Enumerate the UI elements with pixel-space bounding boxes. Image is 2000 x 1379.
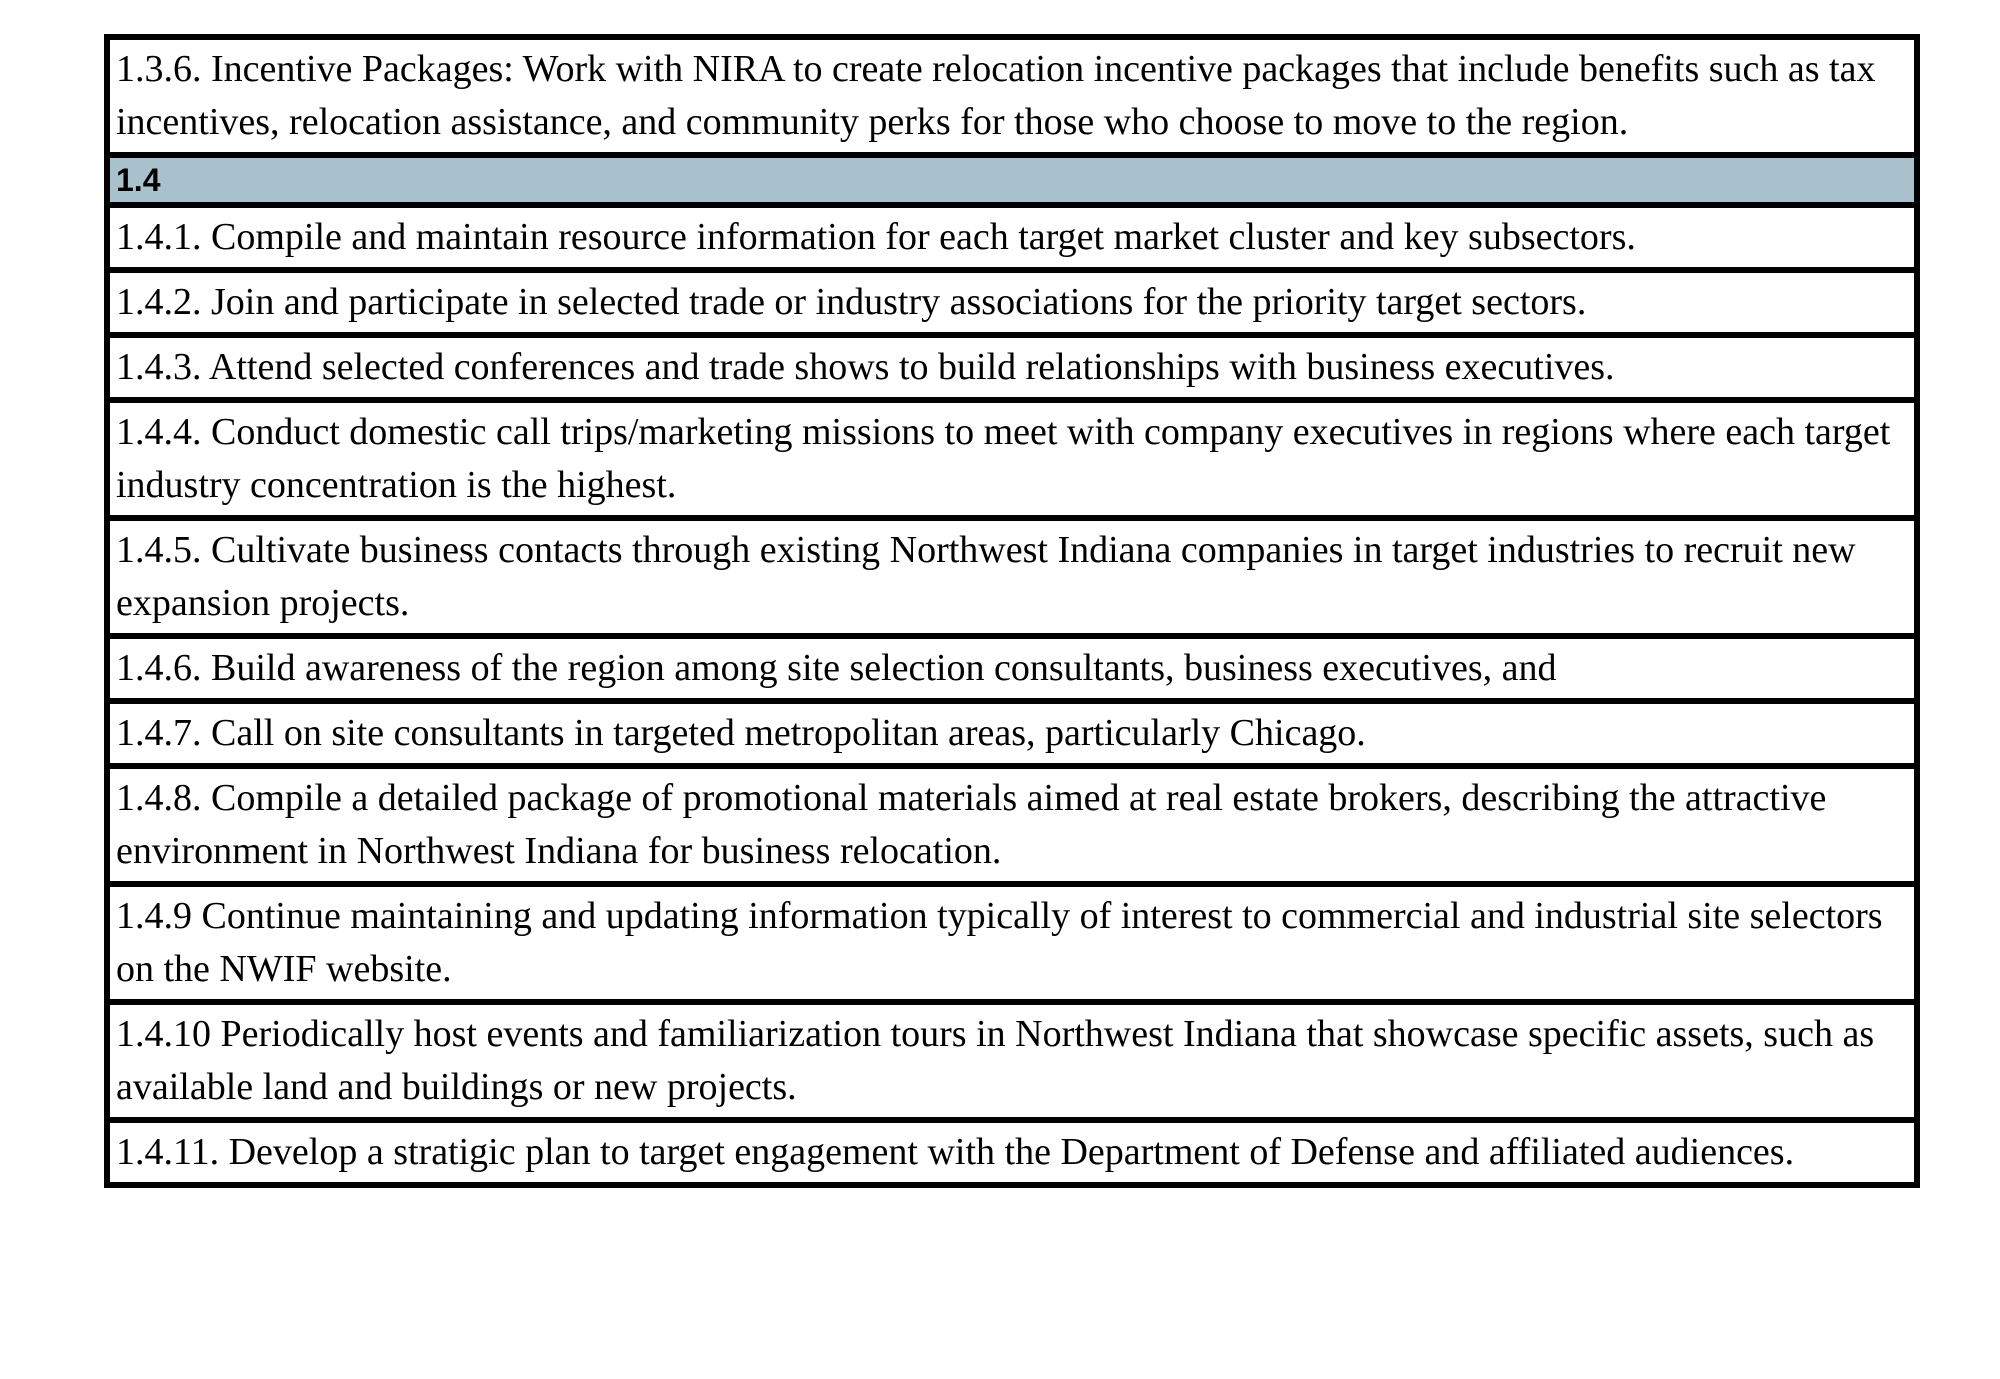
table-row: 1.4.5. Cultivate business contacts through existing Northwest Indiana companies in target industries to recruit new expansion projects. xyxy=(110,515,1914,633)
table-row: 1.4.6. Build awareness of the region among site selection consultants, business executives, and xyxy=(110,633,1914,698)
table-row: 1.4.11. Develop a stratigic plan to target engagement with the Department of Defense and affiliated audiences. xyxy=(110,1117,1914,1182)
table-row: 1.4.3. Attend selected conferences and trade shows to build relationships with business executives. xyxy=(110,332,1914,397)
table-row: 1.4.4. Conduct domestic call trips/marketing missions to meet with company executives in regions where each target industry concentration is the highest. xyxy=(110,397,1914,515)
table-row: 1.4.9 Continue maintaining and updating information typically of interest to commercial and industrial site selectors on the NWIF website. xyxy=(110,881,1914,999)
table-row: 1.4.2. Join and participate in selected trade or industry associations for the priority target sectors. xyxy=(110,267,1914,332)
table-row: 1.3.6. Incentive Packages: Work with NIRA to create relocation incentive packages that include benefits such as tax incentives, relocation assistance, and community perks for those who choose to move to the region. xyxy=(110,40,1914,152)
section-header-row: 1.4 xyxy=(110,152,1914,202)
table-row: 1.4.7. Call on site consultants in targeted metropolitan areas, particularly Chicago. xyxy=(110,698,1914,763)
table-row: 1.4.1. Compile and maintain resource information for each target market cluster and key subsectors. xyxy=(110,202,1914,267)
table-row: 1.4.8. Compile a detailed package of promotional materials aimed at real estate brokers, describing the attractive environment in Northwest Indiana for business relocation. xyxy=(110,763,1914,881)
strategy-table xyxy=(104,34,1920,1188)
table-row: 1.4.10 Periodically host events and familiarization tours in Northwest Indiana that showcase specific assets, such as available land and buildings or new projects. xyxy=(110,999,1914,1117)
